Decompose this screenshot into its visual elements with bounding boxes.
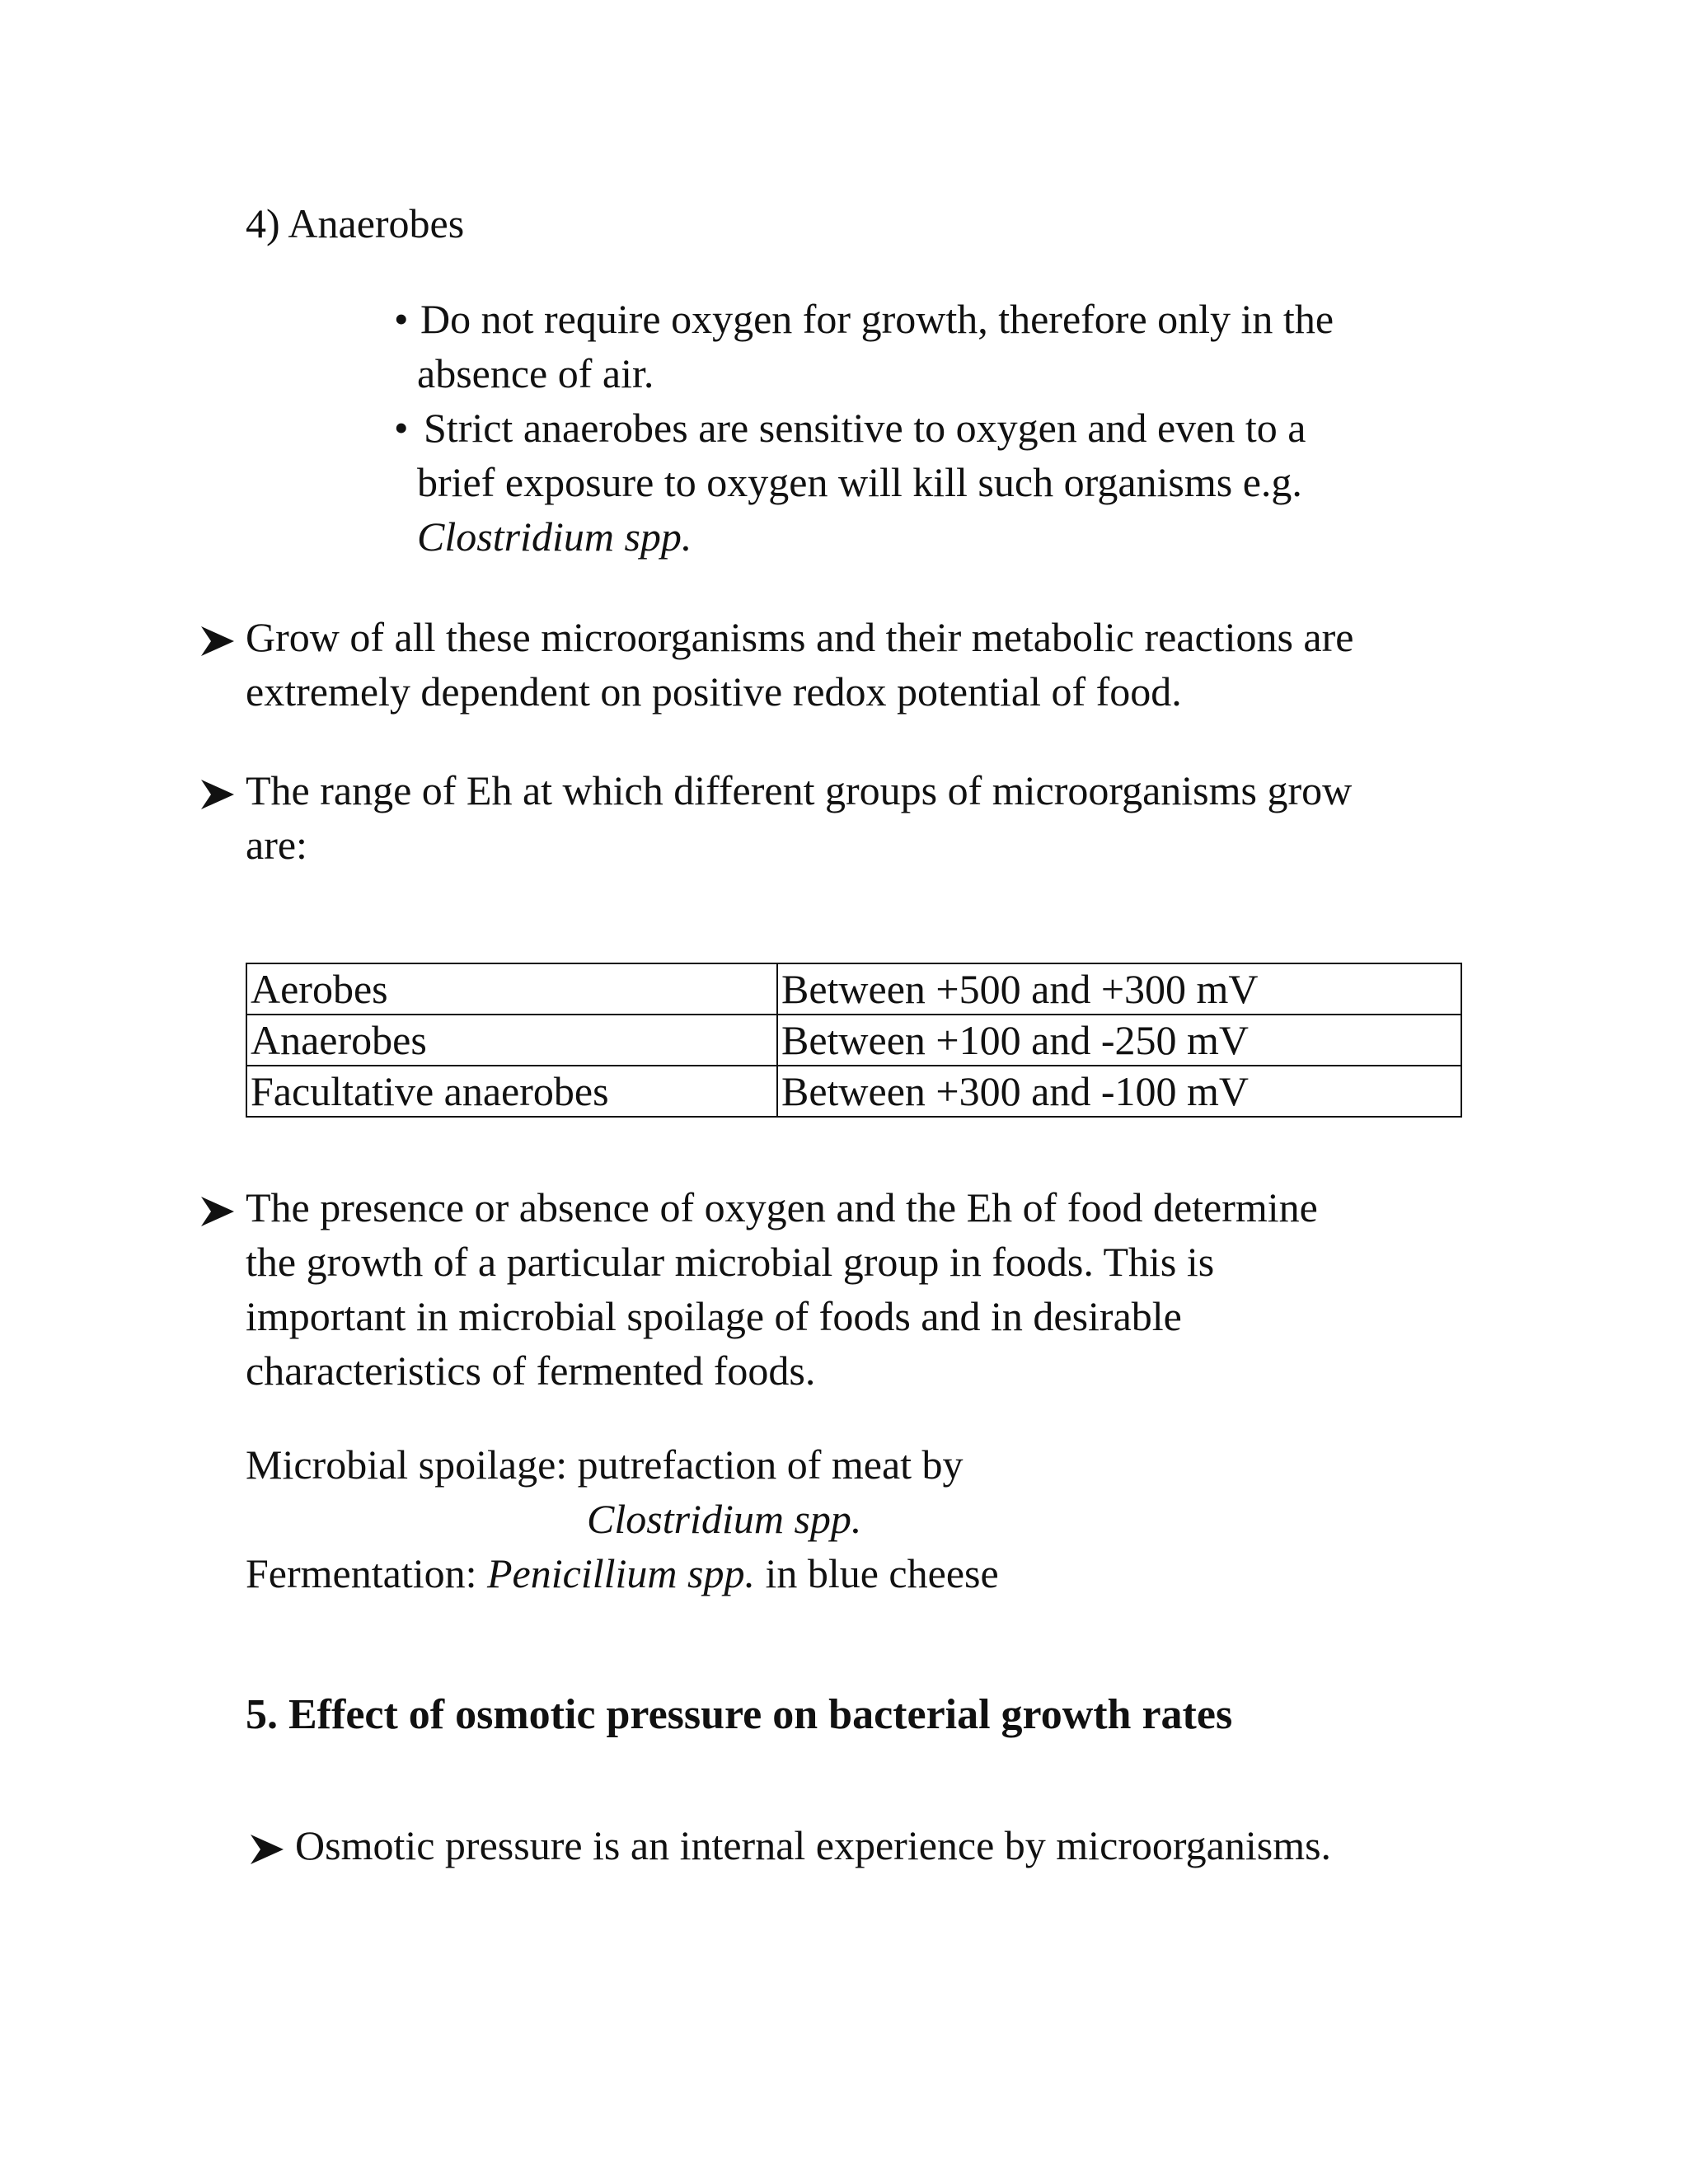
table-cell-eh-range: Between +300 and -100 mV [777, 1066, 1461, 1117]
arrow-bullet-icon [199, 1195, 236, 1228]
bullet-symbol: • [394, 296, 409, 342]
table-row [246, 1066, 1461, 1117]
bullet-1-line-1: Do not require oxygen for growth, therefore only in the [420, 296, 1334, 342]
arrow-point-1-line-1: Grow of all these microorganisms and their metabolic reactions are [246, 614, 1354, 660]
arrow-point-3-line-1: The presence or absence of oxygen and the Eh of food determine [246, 1184, 1318, 1230]
arrow-point-3-line-4: characteristics of fermented foods. [246, 1347, 816, 1394]
table-cell-group: Anaerobes [246, 1015, 777, 1066]
table-cell-eh-range: Between +100 and -250 mV [777, 1015, 1461, 1066]
spoilage-organism: Clostridium spp. [587, 1496, 862, 1542]
arrow-point-1-line-2: extremely dependent on positive redox potential of food. [246, 668, 1182, 715]
table-row [246, 963, 1461, 1015]
arrow-bullet-icon [249, 1833, 285, 1866]
spoilage-example-label: Microbial spoilage: putrefaction of meat by [246, 1441, 964, 1488]
bullet-symbol: • [394, 405, 409, 451]
fermentation-rest: in blue cheese [765, 1550, 999, 1596]
table-cell-group: Facultative anaerobes [246, 1066, 777, 1117]
section-5-heading: 5. Effect of osmotic pressure on bacterial growth rates [246, 1691, 1233, 1738]
fermentation-label: Fermentation: [246, 1550, 477, 1596]
arrow-bullet-icon [199, 778, 236, 811]
section-4-heading: 4) Anaerobes [246, 200, 465, 246]
bullet-2-organism: Clostridium spp. [417, 513, 692, 560]
arrow-point-2-line-2: are: [246, 822, 307, 868]
bullet-1-line-2: absence of air. [417, 350, 654, 396]
table-row [246, 1015, 1461, 1066]
table-cell-eh-range: Between +500 and +300 mV [777, 963, 1461, 1015]
arrow-point-2-line-1: The range of Eh at which different groups of microorganisms grow [246, 767, 1353, 813]
table-cell-group: Aerobes [246, 963, 777, 1015]
fermentation-organism: Penicillium spp. [487, 1550, 755, 1596]
section-5-point: Osmotic pressure is an internal experience by microorganisms. [295, 1822, 1332, 1868]
arrow-bullet-icon [199, 625, 236, 658]
bullet-2-line-1: Strict anaerobes are sensitive to oxygen and even to a [424, 405, 1306, 451]
arrow-point-3-line-3: important in microbial spoilage of foods and in desirable [246, 1293, 1182, 1339]
fermentation-example [246, 1546, 999, 1601]
eh-range-table [246, 963, 1462, 1118]
arrow-point-3-line-2: the growth of a particular microbial group in foods. This is [246, 1239, 1215, 1285]
bullet-2-line-2: brief exposure to oxygen will kill such organisms e.g. [417, 459, 1302, 505]
